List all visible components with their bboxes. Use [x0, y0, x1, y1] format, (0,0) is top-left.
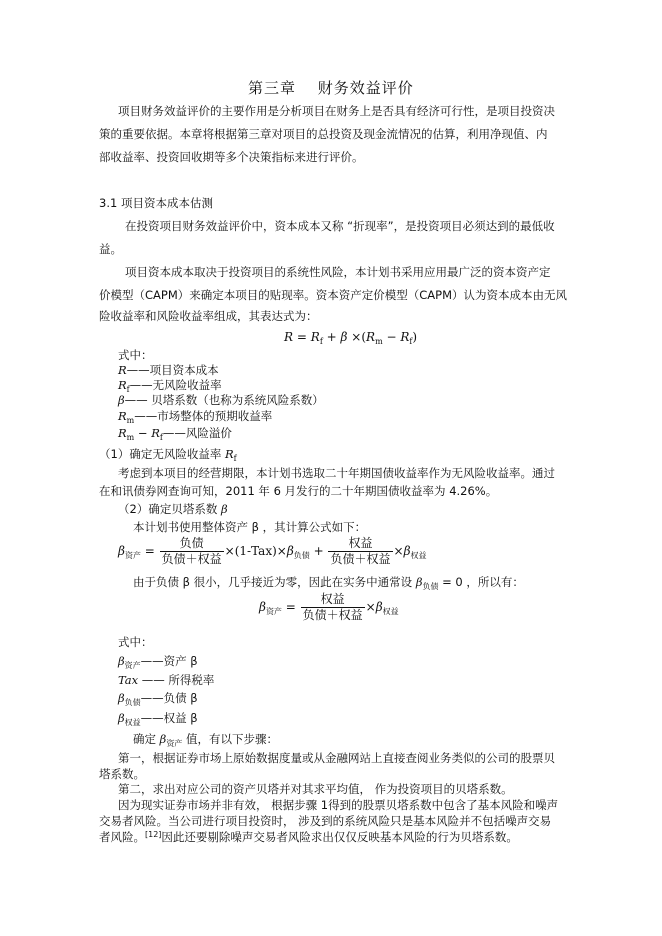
- p9-line-3: 者风险。[12]因此还要剔除噪声交易者风险求出仅仅反映基本风险的行为贝塔系数。: [99, 830, 518, 844]
- fraction-equity-2: $\frac{\text{权益}}{\text{负债＋权益}}$: [302, 592, 363, 622]
- p6: 确定 $\beta_{资产}$ 值，有以下步骤：: [133, 732, 278, 748]
- asset-beta-simplified-formula: $\beta_{资产}$ = $\frac{\text{权益}}{\text{负债＋权益}}$ $\times\beta_{权益}$: [259, 592, 399, 622]
- fraction-debt: $\frac{\text{负债}}{\text{负债＋权益}}$: [161, 536, 222, 566]
- asset-beta-formula: $\beta_{资产}$ = $\frac{\text{负债}}{\text{负债＋权益}}$ $\times(1-Tax)\times\beta_{负债}$ + $\frac{\text{权益}}{\text{负债＋权益}}$ $\times\beta_{权益}$: [118, 536, 427, 566]
- p3-line-2: 在和讯债券网查询可知，2011 年 6 月发行的二十年期国债收益率为 4.26%。: [99, 484, 498, 498]
- def-Rf: $R_f——$无风险收益率: [118, 378, 222, 394]
- p1-line-2: 益。: [99, 242, 122, 256]
- where-label-2: 式中：: [118, 635, 153, 649]
- page-title: 第三章 财务效益评价: [248, 79, 414, 97]
- intro-line-2: 策的重要依据。本章将根据第三章对项目的总投资及现金流情况的估算，利用净现值、内: [99, 127, 548, 141]
- section-heading: 3.1 项目资本成本估测: [99, 196, 213, 210]
- def-equity-beta: $\beta_{权益}——$权益 β: [118, 711, 198, 727]
- def-asset-beta: $\beta_{资产}——$资产 β: [118, 654, 198, 670]
- p2-line-2: 价模型（CAPM）来确定本项目的贴现率。资本资产定价模型（CAPM）认为资本成本由无风: [99, 288, 568, 302]
- capm-formula: $R = R_f + \beta \times(R_m - R_f)$: [284, 330, 418, 346]
- p9-line-1: 因为现实证券市场并非有效， 根据步骤 1得到的股票贝塔系数中包含了基本风险和噪声: [118, 798, 559, 812]
- where-label-1: 式中：: [118, 348, 153, 362]
- p3-line-1: 考虑到本项目的经营期限，本计划书选取二十年期国债收益率作为无风险收益率。通过: [118, 466, 555, 480]
- intro-line-1: 项目财务效益评价的主要作用是分析项目在财务上是否具有经济可行性，是项目投资决: [118, 104, 555, 118]
- p9-line-2: 交易者风险。当公司进行项目投资时， 涉及到的系统风险只是基本风险并不包括噪声交易: [99, 814, 552, 828]
- sub-heading-2: （2）确定贝塔系数 β: [118, 502, 228, 516]
- p1-line-1: 在投资项目财务效益评价中，资本成本又称 “折现率”，是投资项目必须达到的最低收: [125, 219, 555, 233]
- def-premium: $R_m$ − $R_f——$风险溢价: [118, 426, 232, 442]
- def-beta: β—— 贝塔系数（也称为系统风险系数）: [118, 393, 324, 407]
- p7-line-2: 塔系数。: [99, 767, 145, 781]
- def-Rm: $R_m——$市场整体的预期收益率: [118, 409, 273, 425]
- p8: 第二，求出对应公司的资产贝塔并对其求平均值， 作为投资项目的贝塔系数。: [118, 782, 513, 796]
- sub-heading-1: （1）确定无风险收益率 $R_f$: [99, 447, 237, 463]
- intro-line-3: 部收益率、投资回收期等多个决策指标来进行评价。: [99, 150, 364, 164]
- p7-line-1: 第一，根据证券市场上原始数据度量或从金融网站上直接查阅业务类似的公司的股票贝: [118, 751, 555, 765]
- def-R: R——项目资本成本: [118, 363, 219, 377]
- def-debt-beta: $\beta_{负债}——$负债 β: [118, 691, 198, 707]
- p2-line-1: 项目资本成本取决于投资项目的系统性风险，本计划书采用应用最广泛的资本资产定: [125, 265, 551, 279]
- p5: 由于负债 β 很小，几乎接近为零，因此在实务中通常设 $\beta_{负债} = 0$ ，所以有：: [133, 575, 524, 591]
- def-tax: Tax —— 所得税率: [118, 673, 215, 687]
- fraction-equity: $\frac{\text{权益}}{\text{负债＋权益}}$: [330, 536, 391, 566]
- citation: [12]: [145, 830, 162, 839]
- p4: 本计划书使用整体资产 β ，其计算公式如下：: [133, 520, 367, 534]
- p2-line-3: 险收益率和风险收益率组成，其表达式为：: [99, 309, 318, 323]
